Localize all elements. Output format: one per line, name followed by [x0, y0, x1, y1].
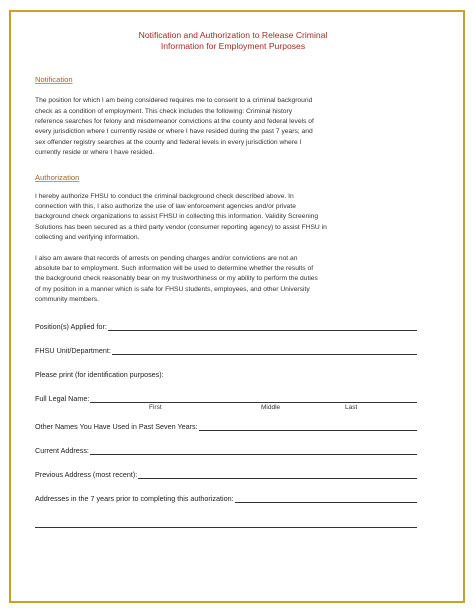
addresses-7yr-field — [35, 492, 417, 503]
other-names-label: Other Names You Have Used in Past Seven Years: — [35, 421, 198, 431]
current-address-input-line[interactable] — [90, 446, 417, 455]
position-input-line[interactable] — [108, 322, 417, 331]
print-instruction — [35, 368, 417, 379]
notification-line: sex offender registry searches at the county and federal levels in every jurisdiction where I — [35, 138, 302, 146]
authorization-line: I also am aware that records of arrests on pending charges and/or convictions are not an — [35, 254, 298, 262]
notification-heading: Notification — [35, 75, 73, 85]
authorization-line: absolute bar to employment. Such information will be used to determine whether the results of — [35, 265, 314, 273]
notification-line: check as a condition of employment. This check includes the following: Criminal history — [35, 107, 293, 115]
previous-address-label: Previous Address (most recent): — [35, 469, 138, 479]
authorization-line: background check organizations to assist FHSU in collecting this information. Validity Screening — [35, 213, 319, 221]
authorization-paragraph-1 — [35, 192, 417, 244]
middle-name-label: Middle — [261, 403, 281, 411]
document-title — [35, 30, 417, 51]
current-address-label: Current Address: — [35, 445, 89, 455]
current-address-field — [35, 444, 417, 455]
first-name-label: First — [149, 403, 162, 411]
other-names-input-line[interactable] — [199, 422, 417, 431]
authorization-line: community members. — [35, 296, 99, 304]
notification-line: currently reside or where I have resided. — [35, 149, 155, 157]
authorization-paragraph-2 — [35, 254, 417, 306]
notification-line: every jurisdiction where I currently reside or where I have resided during the past 7 years; and — [35, 128, 313, 136]
addresses-7yr-label: Addresses in the 7 years prior to completing this authorization: — [35, 493, 234, 503]
position-field — [35, 320, 417, 331]
unit-input-line[interactable] — [112, 346, 417, 355]
authorization-line: the background check reasonably bear on my trustworthiness or my ability to perform the duties — [35, 275, 318, 283]
unit-label: FHSU Unit/Department: — [35, 345, 111, 355]
legal-name-input-line[interactable] — [90, 394, 417, 403]
addresses-7yr-input-line[interactable] — [235, 494, 417, 503]
authorization-line: Solutions has been secured as a third party vendor (consumer reporting agency) to assist FHSU in — [35, 223, 327, 231]
authorization-line: of my position in a manner which is safe for FHSU students, employees, and other University — [35, 285, 310, 293]
authorization-line: collecting and verifying information. — [35, 234, 140, 242]
addresses-7yr-extra-line[interactable] — [35, 519, 417, 528]
name-part-labels — [35, 403, 417, 413]
notification-line: The position for which I am being considered requires me to consent to a criminal background — [35, 97, 313, 105]
position-label: Position(s) Applied for: — [35, 321, 107, 331]
title-line-1: Notification and Authorization to Release Criminal — [138, 30, 328, 40]
authorization-line: connection with this, I also authorize the use of law enforcement agencies and/or private — [35, 203, 296, 211]
unit-field — [35, 344, 417, 355]
authorization-line: I hereby authorize FHSU to conduct the criminal background check described above. In — [35, 192, 294, 200]
page-border — [9, 10, 465, 603]
legal-name-field — [35, 392, 417, 403]
applicant-form — [35, 320, 417, 528]
notification-line: reference searches for felony and misdemeanor convictions at the county and federal levels of — [35, 118, 314, 125]
notification-paragraph — [35, 96, 417, 158]
previous-address-input-line[interactable] — [138, 470, 417, 479]
previous-address-field — [35, 468, 417, 479]
other-names-field — [35, 420, 417, 431]
legal-name-label: Full Legal Name: — [35, 393, 90, 403]
title-line-2: Information for Employment Purposes — [160, 40, 306, 51]
print-label: Please print (for identification purposes): — [35, 369, 164, 379]
last-name-label: Last — [345, 403, 358, 411]
authorization-heading: Authorization — [35, 172, 80, 182]
